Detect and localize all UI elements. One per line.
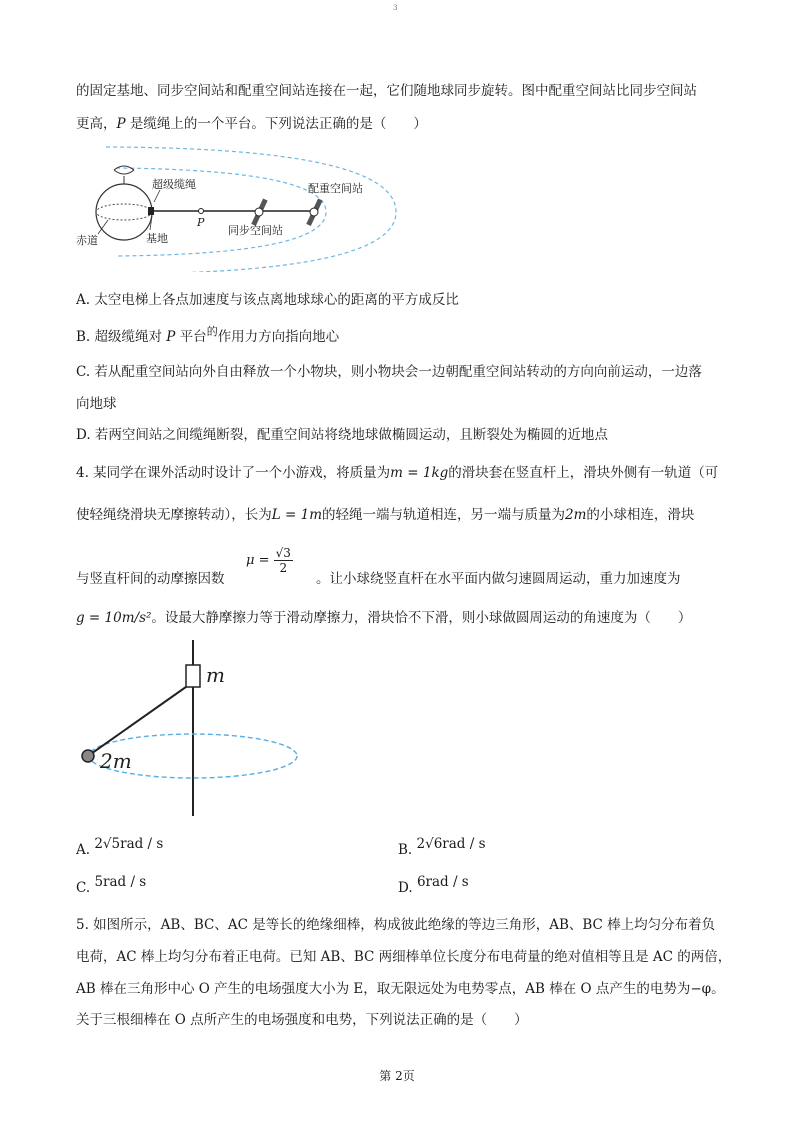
label-p: P — [197, 216, 205, 229]
q5-line-2: 电荷，AC 棒上均匀分布着正电荷。已知 AB、BC 两细棒单位长度分布电荷量的绝对值相等且是 AC 的两倍， — [76, 949, 732, 965]
q4-line-2: 使轻绳绕滑块无摩擦转动），长为L = 1m的轻绳一端与轨道相连，另一端与质量为2m的小球相连，滑块 — [76, 507, 695, 523]
rotating-ball-figure — [76, 640, 316, 820]
equator-ellipse — [96, 204, 152, 220]
counterweight-station-icon — [306, 198, 322, 225]
mu-expression: μ = $\frac{√3}{2}$ — [246, 546, 291, 575]
q3-line-2: 更高，P 是缆绳上的一个平台。下列说法正确的是（ ） — [76, 116, 427, 132]
q3-option-c-line-2: 向地球 — [76, 396, 117, 412]
label-cable: 超级缆绳 — [152, 178, 196, 191]
label-2m: 2m — [100, 749, 132, 773]
cable-leader — [154, 190, 160, 202]
slider-block — [186, 665, 200, 687]
q3-option-d: D. 若两空间站之间缆绳断裂，配重空间站将绕地球做椭圆运动，且断裂处为椭圆的近地点 — [76, 427, 608, 443]
q5-line-3: AB 棒在三角形中心 O 产生的电场强度大小为 E，取无限远处为电势零点，AB 棒在 O 点产生的电势为−φ。 — [76, 981, 725, 997]
q4-line-3b: 。让小球绕竖直杆在水平面内做匀速圆周运动，重力加速度为 — [316, 571, 681, 587]
space-elevator-figure — [76, 140, 406, 272]
q5-line-1: 5. 如图所示，AB、BC、AC 是等长的绝缘细棒，构成彼此绝缘的等边三角形，AB、BC 棒上均匀分布着负 — [76, 917, 716, 933]
q4-option-c: C. 5rad / s — [76, 874, 147, 896]
equator-leader — [98, 220, 108, 234]
sync-station-icon — [251, 198, 267, 225]
q4-option-d: D. 6rad / s — [398, 874, 469, 896]
label-counterweight: 配重空间站 — [308, 182, 363, 195]
light-rope — [88, 682, 193, 756]
label-base: 基地 — [146, 232, 168, 245]
platform-p-point — [199, 209, 204, 214]
q3-option-c-line-1: C. 若从配重空间站向外自由释放一个小物块，则小物块会一边朝配重空间站转动的方向向前运动，一边落 — [76, 364, 702, 380]
label-m: m — [206, 663, 225, 687]
q4-line-4: g = 10m/s²。设最大静摩擦力等于滑动摩擦力，滑块恰不下滑，则小球做圆周运动的角速度为（ ） — [76, 610, 692, 626]
page-top-marker: 3 — [393, 4, 398, 12]
page-footer: 第 2页 — [379, 1069, 415, 1083]
label-equator: 赤道 — [76, 234, 98, 247]
q4-line-1: 4. 某同学在课外活动时设计了一个小游戏，将质量为m = 1kg的滑块套在竖直杆上，滑块外侧有一轨道（可 — [76, 465, 719, 481]
q3-option-a: A. 太空电梯上各点加速度与该点离地球球心的距离的平方成反比 — [76, 292, 459, 308]
rotation-arrow-lower — [114, 170, 134, 174]
q3-line-1: 的固定基地、同步空间站和配重空间站连接在一起，它们随地球同步旋转。图中配重空间站比同步空间站 — [76, 83, 697, 99]
q3-option-b: B. 超级缆绳对 P 平台$^的$作用力方向指向地心 — [76, 325, 340, 345]
q4-line-3: 与竖直杆间的动摩擦因数 — [76, 571, 225, 587]
q4-option-b: B. 2√6rad / s — [398, 836, 486, 858]
q4-option-a: A. 2√5rad / s — [76, 836, 164, 858]
small-ball — [82, 750, 94, 762]
earth-circle — [96, 184, 152, 240]
q5-line-4: 关于三根细棒在 O 点所产生的电场强度和电势，下列说法正确的是（ ） — [76, 1012, 528, 1028]
label-sync-station: 同步空间站 — [228, 224, 283, 237]
